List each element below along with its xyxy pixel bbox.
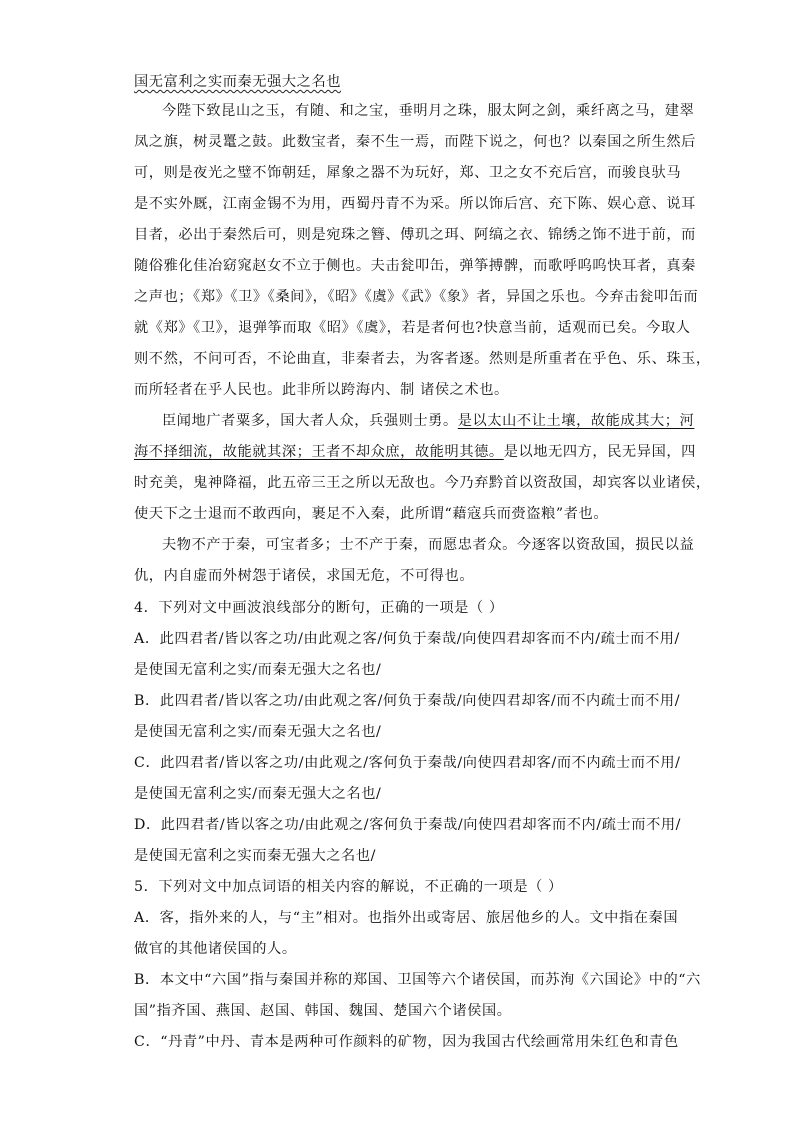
passage-line: 使天下之士退而不敢西向，裹足不入秦，此所谓“藉寇兵而赍盗粮”者也。 — [134, 506, 609, 522]
q5-option-b-cont: 国”指齐国、燕国、赵国、韩国、魏国、楚国六个诸侯国。 — [134, 1003, 512, 1019]
underlined-text: 是以太山不让土壤，故能成其大；河 — [457, 413, 695, 429]
passage-line: 可，则是夜光之璧不饰朝廷，犀象之器不为玩好，郑、卫之女不充后宫，而骏良驮马 — [134, 165, 682, 181]
passage-text: 是以地无四方，民无异国，四 — [503, 444, 696, 460]
q5-option-c: C．“丹青”中丹、青本是两种可作颜料的矿物，因为我国古代绘画常用朱红色和青色 — [134, 1034, 679, 1050]
passage-line: 夫物不产于秦，可宝者多；士不产于秦，而愿忠者众。今逐客以资敌国，损民以益 — [162, 537, 695, 553]
underlined-text: 海不择细流，故能就其深；王者不却众庶，故能明其德。 — [134, 444, 504, 460]
q4-option-d: D．此四君者/皆以客之功/由此观之/客何负于秦哉/向使四君却客而不内/疏士而不用/ — [134, 817, 682, 833]
passage-line: 目者，必出于秦然后可，则是宛珠之簪、傅玑之珥、阿缟之衣、锦绣之饰不进于前，而 — [134, 227, 696, 243]
passage-line — [162, 410, 695, 430]
q4-option-a: A．此四君者/皆以客之功/由此观之客/何负于秦哉/向使四君却客而不内/疏士而不用/ — [134, 631, 680, 647]
q5-option-b: B．本文中“六国”指与秦国并称的郑国、卫国等六个诸侯国，而苏洵《六国论》中的“六 — [134, 972, 701, 988]
q4-option-c-cont: 是使国无富利之实/而秦无强大之名也/ — [134, 786, 382, 802]
wavy-underlined-line: 国无富利之实而秦无强大之名也 — [134, 74, 342, 90]
q5-option-a: A．客，指外来的人，与“主”相对。也指外出或寄居、旅居他乡的人。文中指在秦国 — [134, 910, 679, 926]
passage-line: 是不实外厩，江南金锡不为用，西蜀丹青不为采。所以饰后宫、充下陈、娱心意、说耳 — [134, 196, 696, 212]
passage-line: 则不然，不问可否，不论曲直，非秦者去，为客者逐。然则是所重者在乎色、乐、珠玉， — [134, 351, 711, 367]
passage-line — [134, 441, 696, 461]
question-5-stem: 5．下列对文中加点词语的相关内容的解说，不正确的一项是（ ） — [134, 879, 563, 895]
q4-option-d-cont: 是使国无富利之实而秦无强大之名也/ — [134, 848, 376, 864]
question-4-stem: 4．下列对文中画波浪线部分的断句，正确的一项是（ ） — [134, 600, 504, 616]
passage-line: 时充美，鬼神降福，此五帝三王之所以无敌也。今乃弃黔首以资敌国，却宾客以业诸侯， — [134, 475, 711, 491]
passage-line: 而所轻者在乎人民也。此非所以跨海内、制 诸侯之术也。 — [134, 382, 509, 398]
passage-line: 随俗雅化佳冶窈窕赵女不立于侧也。夫击瓮叩缶，弹筝搏髀，而歌呼呜呜快耳者，真秦 — [134, 258, 696, 274]
passage-line: 今陛下致昆山之玉，有随、和之宝，垂明月之珠，服太阿之剑，乘纤离之马，建翠 — [162, 103, 695, 119]
q4-option-a-cont: 是使国无富利之实/而秦无强大之名也/ — [134, 662, 382, 678]
q4-option-c: C．此四君者/皆以客之功/由此观之/客何负于秦哉/向使四君却客/而不内疏士而不用/ — [134, 755, 681, 771]
q4-option-b-cont: 是使国无富利之实/而秦无强大之名也/ — [134, 724, 382, 740]
q5-option-a-cont: 做官的其他诸侯国的人。 — [134, 941, 297, 957]
passage-line: 就《郑》《卫》，退弹筝而取《昭》《虞》，若是者何也?快意当前，适观而已矣。今取人 — [134, 320, 691, 336]
passage-line: 之声也；《郑》《卫》《桑间》，《昭》《虞》《武》《象》者，异国之乐也。今弃击瓮叩缶而 — [134, 289, 699, 305]
passage-text: 臣闻地广者粟多，国大者人众，兵强则士勇。 — [162, 413, 458, 429]
passage-line: 凤之旗，树灵鼍之鼓。此数宝者，秦不生一焉，而陛下说之，何也？以秦国之所生然后 — [134, 134, 696, 150]
passage-line: 仇，内自虚而外树怨于诸侯，求国无危，不可得也。 — [134, 568, 475, 584]
q4-option-b: B．此四君者/皆以客之功/由此观之客/何负于秦哉/向使四君却客/而不内疏士而不用/ — [134, 693, 681, 709]
